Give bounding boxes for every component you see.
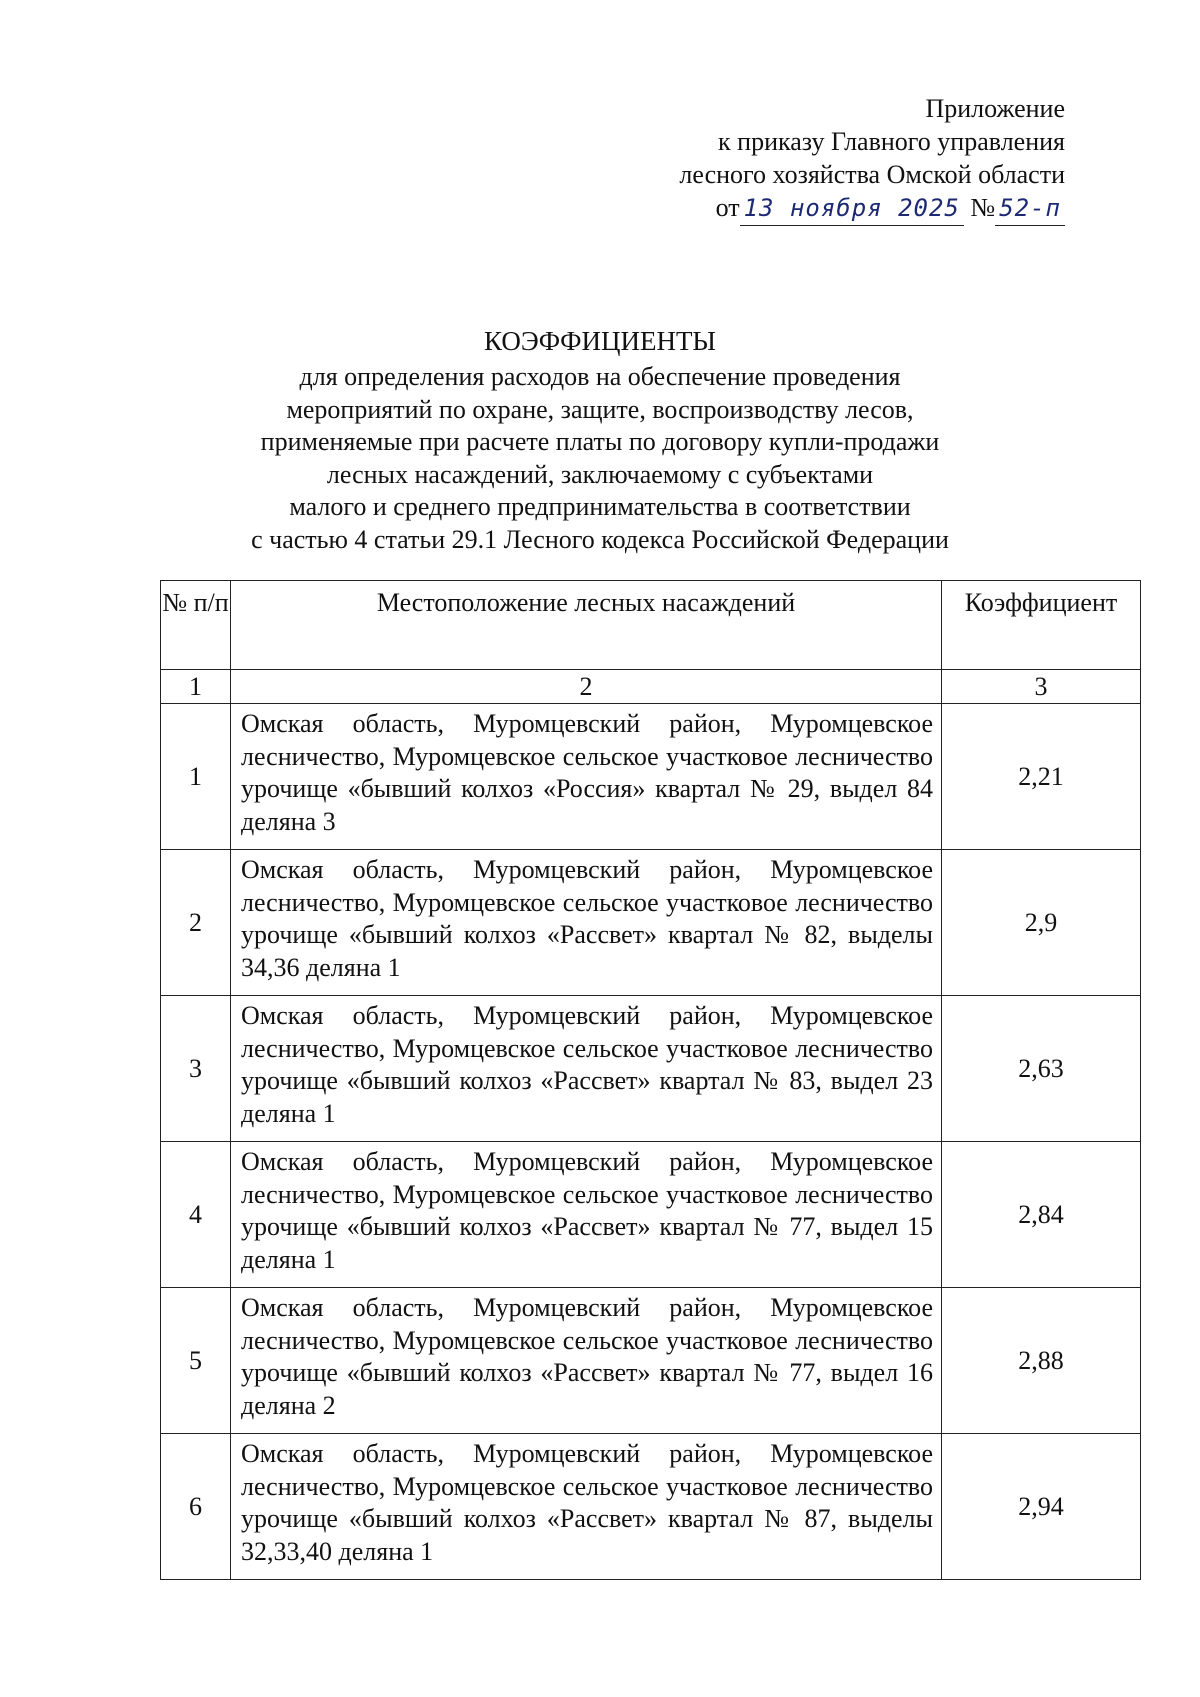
subtitle-line: малого и среднего предпринимательства в соответствии bbox=[289, 492, 911, 521]
appendix-block bbox=[679, 92, 1065, 226]
header-location: Местоположение лесных насаждений bbox=[231, 581, 942, 670]
column-index: 1 bbox=[161, 670, 231, 704]
row-coefficient: 2,84 bbox=[942, 1142, 1141, 1288]
row-number: 6 bbox=[161, 1434, 231, 1580]
number-prefix: № bbox=[970, 193, 996, 222]
row-coefficient: 2,63 bbox=[942, 996, 1141, 1142]
row-location: Омская область, Муромцевский район, Муромцевское лесничество, Муромцевское сельское участковое лесничество урочище «бывший колхоз «Рассвет» квартал № 83, выдел 23 деляна 1 bbox=[231, 996, 942, 1142]
coefficients-table bbox=[160, 580, 1141, 1580]
document-subtitle bbox=[200, 361, 1000, 556]
row-coefficient: 2,94 bbox=[942, 1434, 1141, 1580]
order-number-field bbox=[995, 191, 1065, 226]
order-date-field bbox=[740, 191, 964, 226]
table-row bbox=[161, 1288, 1141, 1434]
table-row bbox=[161, 704, 1141, 850]
subtitle-line: мероприятий по охране, защите, воспроизводству лесов, bbox=[286, 394, 914, 424]
row-location: Омская область, Муромцевский район, Муромцевское лесничество, Муромцевское сельское участковое лесничество урочище «бывший колхоз «Рассвет» квартал № 77, выдел 16 деляна 2 bbox=[231, 1288, 942, 1434]
subtitle-line: для определения расходов на обеспечение проведения bbox=[299, 362, 901, 391]
table-row bbox=[161, 1434, 1141, 1580]
appendix-line-1: Приложение bbox=[925, 94, 1065, 123]
row-number: 2 bbox=[161, 850, 231, 996]
appendix-line-2: к приказу Главного управления bbox=[718, 127, 1065, 156]
subtitle-line: лесных насаждений, заключаемому с субъектами bbox=[326, 459, 874, 489]
subtitle-line: применяемые при расчете платы по договору купли-продажи bbox=[260, 427, 940, 456]
row-location: Омская область, Муромцевский район, Муромцевское лесничество, Муромцевское сельское участковое лесничество урочище «бывший колхоз «Россия» квартал № 29, выдел 84 деляна 3 bbox=[231, 704, 942, 850]
row-number: 5 bbox=[161, 1288, 231, 1434]
table-row bbox=[161, 1142, 1141, 1288]
row-coefficient: 2,21 bbox=[942, 704, 1141, 850]
table-header-row bbox=[161, 581, 1141, 670]
subtitle-line: с частью 4 статьи 29.1 Лесного кодекса Российской Федерации bbox=[251, 524, 949, 554]
row-number: 4 bbox=[161, 1142, 231, 1288]
row-number: 3 bbox=[161, 996, 231, 1142]
table-row bbox=[161, 850, 1141, 996]
order-date-number-line bbox=[716, 191, 1065, 226]
date-prefix: от bbox=[715, 193, 740, 222]
header-coefficient: Коэффициент bbox=[942, 581, 1141, 670]
order-number-handwritten: 52-п bbox=[999, 194, 1061, 222]
row-coefficient: 2,9 bbox=[942, 850, 1141, 996]
row-coefficient: 2,88 bbox=[942, 1288, 1141, 1434]
row-location: Омская область, Муромцевский район, Муромцевское лесничество, Муромцевское сельское участковое лесничество урочище «бывший колхоз «Рассвет» квартал № 82, выделы 34,36 деляна 1 bbox=[231, 850, 942, 996]
column-index: 2 bbox=[231, 670, 942, 704]
order-date-handwritten: 13 ноября 2025 bbox=[743, 194, 960, 222]
table-row bbox=[161, 996, 1141, 1142]
row-location: Омская область, Муромцевский район, Муромцевское лесничество, Муромцевское сельское участковое лесничество урочище «бывший колхоз «Рассвет» квартал № 77, выдел 15 деляна 1 bbox=[231, 1142, 942, 1288]
header-number: № п/п bbox=[161, 581, 231, 670]
column-index-row bbox=[161, 670, 1141, 704]
column-index: 3 bbox=[942, 670, 1141, 704]
appendix-line-3: лесного хозяйства Омской области bbox=[679, 160, 1065, 189]
row-number: 1 bbox=[161, 704, 231, 850]
row-location: Омская область, Муромцевский район, Муромцевское лесничество, Муромцевское сельское участковое лесничество урочище «бывший колхоз «Рассвет» квартал № 87, выделы 32,33,40 деляна 1 bbox=[231, 1434, 942, 1580]
document-title: КОЭФФИЦИЕНТЫ bbox=[484, 326, 716, 356]
